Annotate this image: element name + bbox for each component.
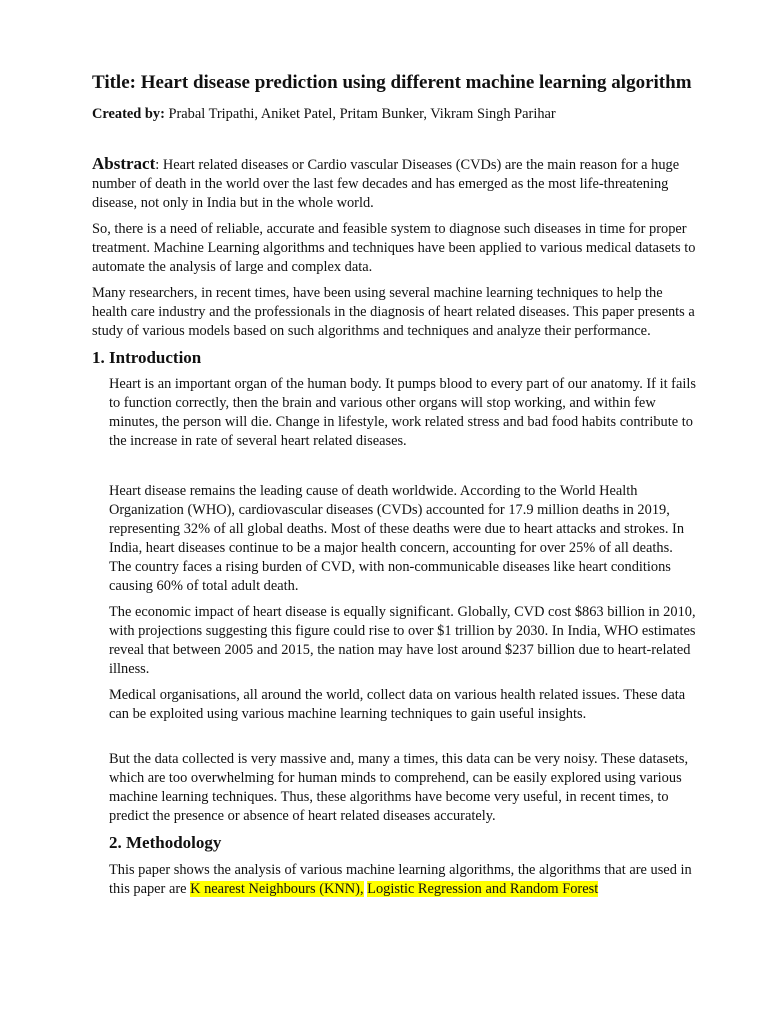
- intro-paragraph-5: But the data collected is very massive and, many a times, this data can be very noisy. These datasets, which are too overwhelming for human minds to comprehend, can be easily explored using various machine learning techniques. Thus, these algorithms have become very useful, in recent times, to predict the presence or absence of heart related diseases accurately.: [109, 751, 689, 824]
- document-page: [92, 66, 696, 899]
- abstract-paragraph: [92, 154, 696, 213]
- paper-title: Title: Heart disease prediction using different machine learning algorithm: [92, 72, 692, 93]
- abstract-text: : Heart related diseases or Cardio vascular Diseases (CVDs) are the main reason for a huge number of death in the world over the last few decades and has emerged as the most life-threatening disease, not only in India but in the whole world.: [92, 157, 680, 211]
- introduction-body: [92, 375, 696, 899]
- intro-paragraph-2: Heart disease remains the leading cause of death worldwide. According to the World Health Organization (WHO), cardiovascular diseases (CVDs) accounted for 17.9 million deaths in 2019, representing 32% of all global deaths. Most of these deaths were due to heart attacks and strokes. In India, heart diseases continue to be a major health concern, accounting for over 25% of all deaths. The country faces a rising burden of CVD, with non-communicable diseases like heart conditions causing 60% of total adult death.: [109, 483, 685, 594]
- highlight-knn: K nearest Neighbours (KNN),: [190, 881, 364, 897]
- methodology-heading: 2. Methodology: [109, 833, 222, 852]
- methodology-paragraph-1: [109, 861, 696, 899]
- created-by-label: Created by:: [92, 106, 165, 122]
- abstract-paragraph-3: Many researchers, in recent times, have been using several machine learning techniques to help the health care industry and the professionals in the diagnosis of heart related diseases. This paper presents a study of various models based on such algorithms and techniques and analyze their performance.: [92, 285, 695, 339]
- intro-paragraph-3: The economic impact of heart disease is equally significant. Globally, CVD cost $863 billion in 2010, with projections suggesting this figure could rise to over $1 trillion by 2030. In India, WHO estimates reveal that between 2005 and 2015, the nation may have lost around $237 billion due to heart-related illness.: [109, 604, 696, 677]
- authors-line: [92, 105, 696, 124]
- highlight-lr-rf: Logistic Regression and Random Forest: [367, 881, 599, 897]
- abstract-paragraph-2: So, there is a need of reliable, accurate and feasible system to diagnose such diseases in time for proper treatment. Machine Learning algorithms and techniques have been applied to various medical datasets to automate the analysis of large and complex data.: [92, 221, 696, 275]
- abstract-label: Abstract: [92, 154, 156, 173]
- author-names: Prabal Tripathi, Aniket Patel, Pritam Bunker, Vikram Singh Parihar: [168, 106, 556, 122]
- methodology-text: This paper shows the analysis of various machine learning algorithms, the algorithms that are used in this paper are: [109, 862, 692, 897]
- intro-paragraph-4: Medical organisations, all around the world, collect data on various health related issues. These data can be exploited using various machine learning techniques to gain useful insights.: [109, 687, 686, 722]
- introduction-heading: 1. Introduction: [92, 348, 202, 367]
- intro-paragraph-1: Heart is an important organ of the human body. It pumps blood to every part of our anatomy. If it fails to function correctly, then the brain and various other organs will stop working, and within few minutes, the person will die. Change in lifestyle, work related stress and bad food habits contribute to the increase in rate of several heart related diseases.: [109, 376, 696, 449]
